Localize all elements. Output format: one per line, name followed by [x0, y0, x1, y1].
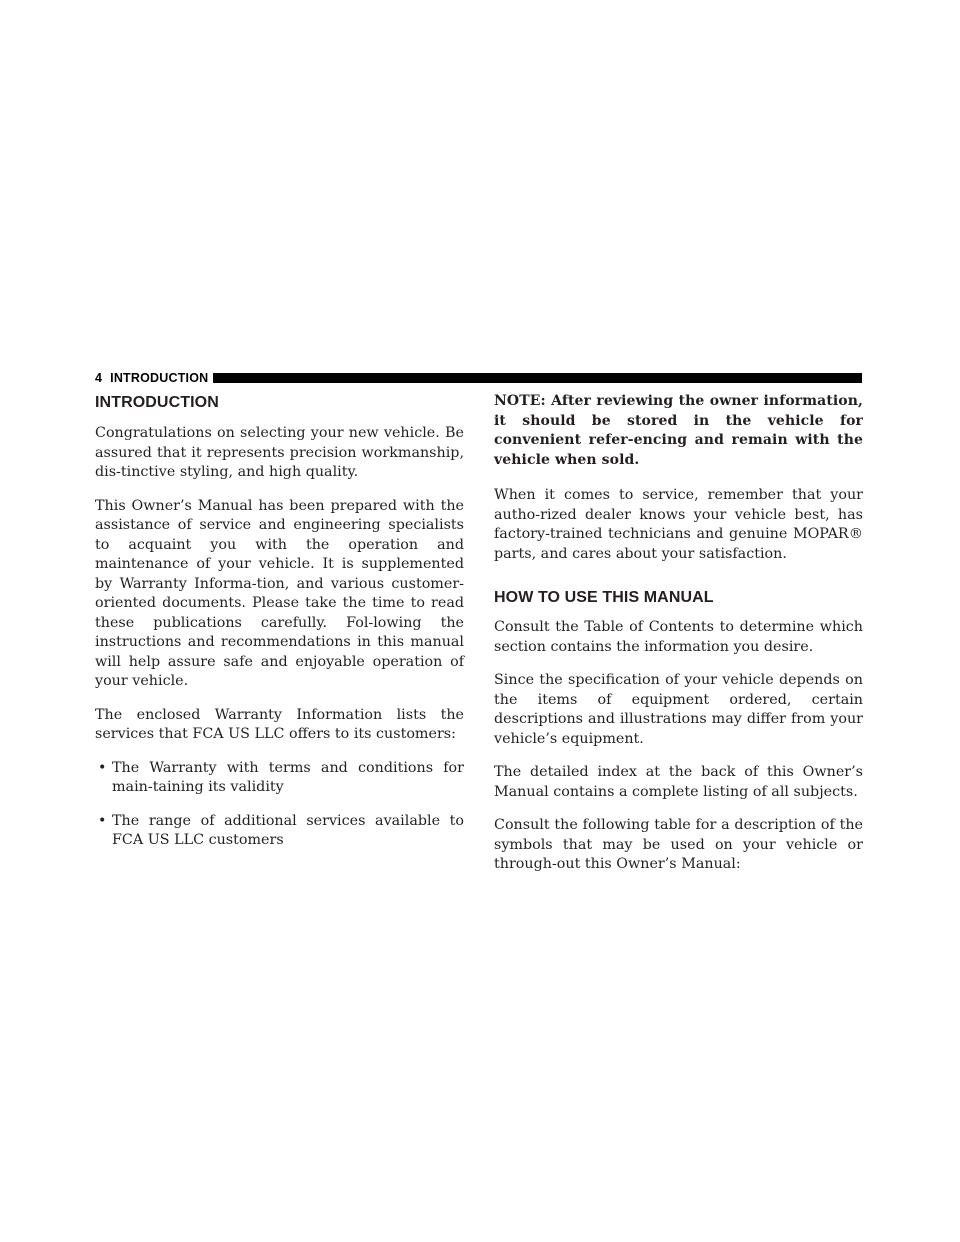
- running-head-text: [95, 371, 208, 385]
- bullet-glyph: •: [98, 759, 107, 776]
- list-item-text: The range of additional services available to FCA US LLC customers: [112, 812, 464, 848]
- table-of-contents-paragraph: Consult the Table of Contents to determine which section contains the information you desire.: [494, 619, 863, 655]
- running-head-rule: [213, 373, 862, 383]
- introduction-heading: INTRODUCTION: [95, 394, 219, 411]
- bullet-glyph: •: [98, 812, 107, 829]
- list-item: [95, 759, 464, 798]
- list-item: [95, 812, 464, 851]
- specification-paragraph: Since the specification of your vehicle depends on the items of equipment ordered, certain descriptions and illustrations may differ from your vehicle’s equipment.: [494, 672, 863, 747]
- owners-manual-paragraph: This Owner’s Manual has been prepared with the assistance of service and engineering specialists to acquaint you with the operation and maintenance of your vehicle. It is supplemented by Warranty Informa-tion, and various customer-oriented documents. Please take the time to read these publications carefully. Fol-lowing the instructions and recommendations in this manual will help assure safe and enjoyable operation of your vehicle.: [95, 497, 464, 689]
- warranty-information-paragraph: The enclosed Warranty Information lists the services that FCA US LLC offers to its customers:: [95, 706, 464, 742]
- symbols-paragraph: Consult the following table for a description of the symbols that may be used on your vehicle or through-out this Owner’s Manual:: [494, 817, 863, 872]
- page-number: 4: [95, 371, 103, 385]
- how-to-use-heading: HOW TO USE THIS MANUAL: [494, 589, 714, 606]
- list-item-text: The Warranty with terms and conditions for main-taining its validity: [112, 759, 464, 795]
- section-name: INTRODUCTION: [110, 371, 209, 385]
- running-head: [95, 370, 862, 386]
- index-paragraph: The detailed index at the back of this Owner’s Manual contains a complete listing of all subjects.: [494, 764, 863, 800]
- congratulations-paragraph: Congratulations on selecting your new vehicle. Be assured that it represents precision workmanship, dis-tinctive styling, and high quality.: [95, 425, 464, 480]
- service-paragraph: When it comes to service, remember that your autho-rized dealer knows your vehicle best, has factory-trained technicians and genuine MOPAR® parts, and cares about your satisfaction.: [494, 487, 863, 562]
- warranty-services-list: [95, 759, 464, 851]
- right-column: [494, 392, 863, 889]
- storage-note: NOTE: After reviewing the owner information, it should be stored in the vehicle for convenient refer-encing and remain with the vehicle when sold.: [494, 393, 863, 468]
- left-column: [95, 392, 464, 865]
